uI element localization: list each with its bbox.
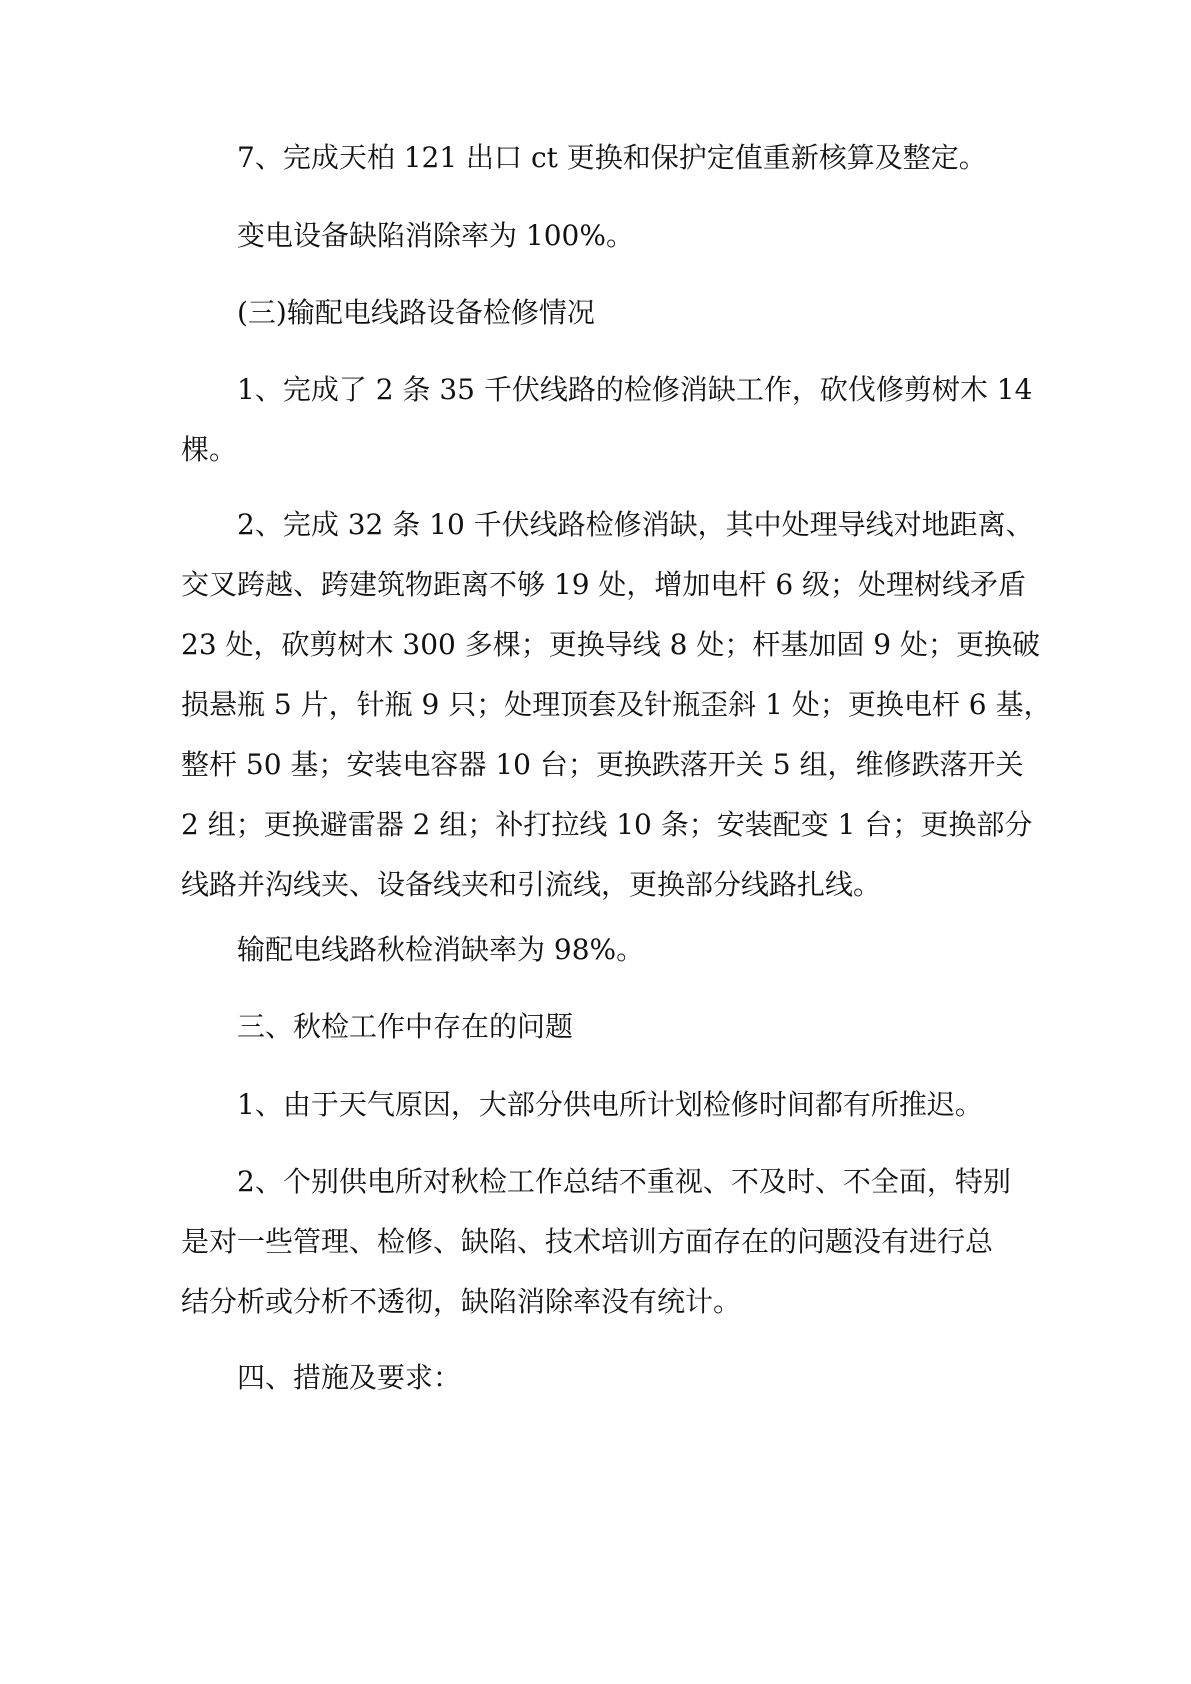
section-heading-line-maintenance [181, 283, 1031, 343]
paragraph-line: 四、措施及要求： [237, 1361, 462, 1394]
paragraph-substation-defect-rate [181, 206, 1031, 266]
paragraph-35kv-lines [181, 360, 1031, 480]
paragraph-line-defect-rate [181, 920, 1031, 980]
paragraph-line: 棵。 [181, 433, 238, 466]
paragraph-summary-issues [181, 1152, 1031, 1332]
section-heading-measures [181, 1348, 1031, 1408]
paragraph-10kv-lines [181, 495, 1052, 915]
paragraph-line: 结分析或分析不透彻，缺陷消除率没有统计。 [181, 1285, 742, 1318]
section-heading-problems [181, 997, 1031, 1057]
paragraph-line: 输配电线路秋检消缺率为 98%。 [237, 933, 645, 966]
paragraph-line: 2、完成 32 条 10 千伏线路检修消缺，其中处理导线对地距离、 [237, 508, 1034, 541]
paragraph-line: 交叉跨越、跨建筑物距离不够 19 处，增加电杆 6 级；处理树线矛盾 [181, 568, 1027, 601]
paragraph-line: 23 处，砍剪树木 300 多棵；更换导线 8 处；杆基加固 9 处；更换破 [181, 628, 1041, 661]
paragraph-line: (三)输配电线路设备检修情况 [237, 296, 595, 329]
paragraph-line: 整杆 50 基；安装电容器 10 台；更换跌落开关 5 组，维修跌落开关 [181, 748, 1024, 781]
paragraph-line: 三、秋检工作中存在的问题 [237, 1010, 574, 1043]
paragraph-line: 是对一些管理、检修、缺陷、技术培训方面存在的问题没有进行总 [181, 1225, 994, 1258]
paragraph-line: 7、完成天柏 121 出口 ct 更换和保护定值重新核算及整定。 [237, 141, 987, 174]
paragraph-weather-delay [181, 1075, 1031, 1135]
paragraph-line: 2、个别供电所对秋检工作总结不重视、不及时、不全面，特别 [237, 1165, 1011, 1198]
paragraph-line: 1、由于天气原因，大部分供电所计划检修时间都有所推迟。 [237, 1088, 983, 1121]
paragraph-line: 1、完成了 2 条 35 千伏线路的检修消缺工作，砍伐修剪树木 14 [237, 373, 1033, 406]
paragraph-line: 损悬瓶 5 片，针瓶 9 只；处理顶套及针瓶歪斜 1 处；更换电杆 6 基， [181, 688, 1052, 721]
paragraph-line: 线路并沟线夹、设备线夹和引流线，更换部分线路扎线。 [181, 868, 882, 901]
paragraph-ct-replacement [181, 128, 1031, 188]
paragraph-line: 2 组；更换避雷器 2 组；补打拉线 10 条；安装配变 1 台；更换部分 [181, 808, 1033, 841]
paragraph-line: 变电设备缺陷消除率为 100%。 [237, 219, 634, 252]
